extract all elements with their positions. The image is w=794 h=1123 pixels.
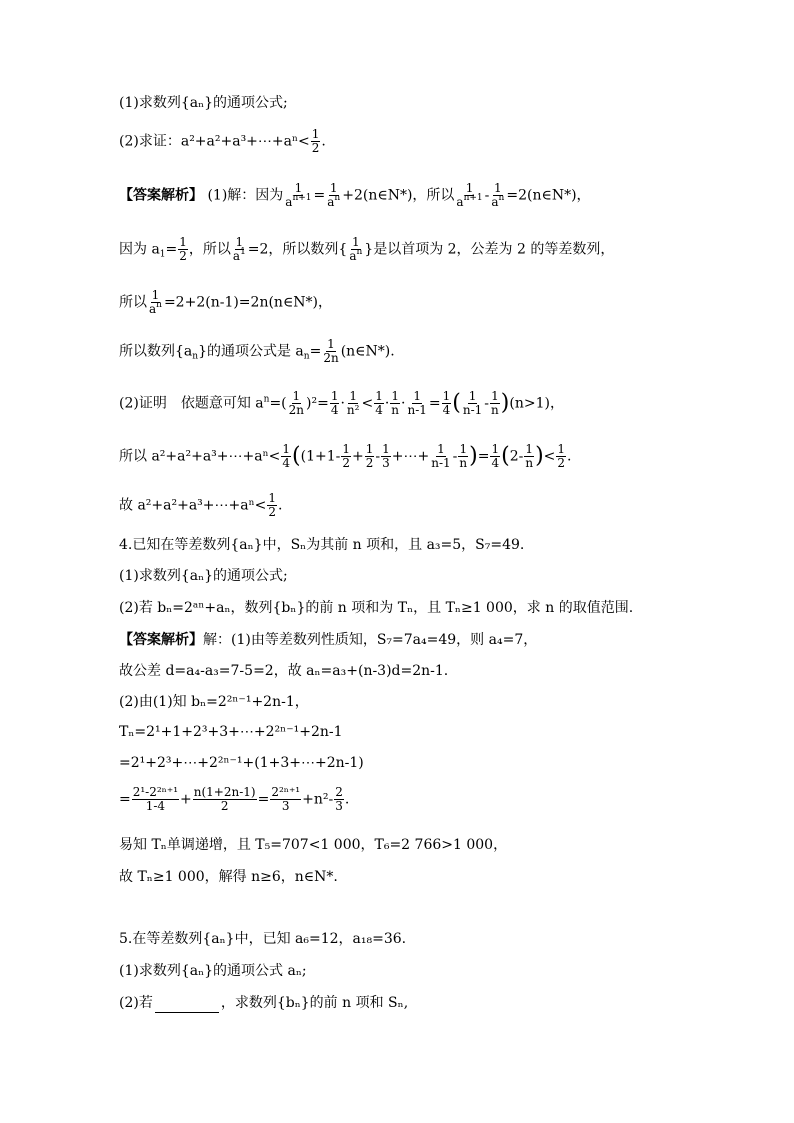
q3-sum-lhs: a²+a²+a³+⋯+aⁿ< — [180, 133, 310, 150]
q5-part2: (2)若 ，求数列{bₙ}的前 n 项和 Sₙ, — [119, 995, 409, 1011]
q3-solution-line3: 所以 $\frac{1}{a^n}$ =2+2(n-1)=2n(n∈N*)， — [119, 288, 333, 316]
q3-solution-line1: 【答案解析】 (1)解：因为 $\frac{1}{a^{n+1}}$ = $\frac{1}{a^n}$ +2(n∈N*)，所以 $\frac{1}{a^{n+1}}$ - $\frac{1}{a^n}$ =2(n∈N*)， — [119, 181, 591, 209]
q4-solution-line8: 故 Tₙ≥1 000，解得 n≥6，n∈N*. — [119, 869, 338, 885]
q4-solution-line4: Tₙ=2¹+1+2³+3+⋯+2²ⁿ⁻¹+2n-1 — [119, 724, 343, 740]
q3-solution-line4: 所以数列$\{a_n\}$的通项公式是 $a_n=$ $\frac{1}{2n}$ (n∈N*). — [119, 337, 395, 365]
q4-solution-line1: 【答案解析】解：(1)由等差数列性质知，S₇=7a₄=49，则 a₄=7， — [119, 632, 538, 648]
fraction: $\frac{1}{2}$ — [311, 127, 320, 155]
fill-blank — [155, 998, 219, 1013]
q5-title: 5.在等差数列{aₙ}中，已知 a₆=12，a₁₈=36. — [119, 931, 407, 947]
q4-solution-line2: 故公差 d=a₄-a₃=7-5=2，故 aₙ=a₃+(n-3)d=2n-1. — [119, 663, 449, 679]
q3-proof-line: (2)证明 依题意可知 $a^n=$( $\frac{1}{2n}$ )²= $\frac{1}{4}$ · $\frac{1}{\text{n²}}$ < $\frac{1}{4}$ · $\frac{1}{n}$ · $\frac{1}{n-1}$ = $\frac{1}{4}$ ( $\frac{1}{n-1}$ - $\frac{1}{n}$ )(n>1)， — [119, 389, 564, 417]
q5-part1: (1)求数列{aₙ}的通项公式 aₙ; — [119, 963, 307, 979]
q4-solution-line5: =2¹+2³+⋯+2²ⁿ⁻¹+(1+3+⋯+2n-1) — [119, 755, 364, 771]
q4-solution-line3: (2)由(1)知 bₙ=2²ⁿ⁻¹+2n-1， — [119, 694, 309, 710]
q3-solution-line2: 因为 $a_1=$ $\frac{1}{2}$ ，所以 $\frac{1}{a^1}$ =2，所以数列{ $\frac{1}{a^n}$ }是以首项为 2，公差为 2 的等差数列， — [119, 235, 615, 263]
q4-title: 4.已知在等差数列{aₙ}中，Sₙ为其前 n 项和，且 a₃=5，S₇=49. — [119, 537, 525, 553]
answer-label: 【答案解析】 — [119, 632, 203, 648]
q4-solution-line7: 易知 Tₙ单调递增，且 T₅=707<1 000，T₆=2 766>1 000， — [119, 837, 508, 853]
q4-solution-line6: = $\frac{\text{2¹-2²ⁿ⁺¹}}{1-4}$ + $\frac{n(1+2n-1)}{2}$ = $\frac{\text{2²ⁿ⁺¹}}{3}$ +n²- $\frac{2}{3}$ . — [119, 785, 350, 813]
q3-part2-prefix: (2)求证： — [119, 133, 181, 150]
answer-label: 【答案解析】 — [119, 187, 203, 204]
q4-part2: (2)若 bₙ=2ᵃⁿ+aₙ，数列{bₙ}的前 n 项和为 Tₙ，且 Tₙ≥1 000，求 n 的取值范围. — [119, 600, 634, 616]
q3-conclusion: 故 a²+a²+a³+⋯+aⁿ< $\frac{1}{2}$ . — [119, 491, 283, 519]
q4-part1: (1)求数列{aₙ}的通项公式; — [119, 568, 288, 584]
q3-part2: (2)求证：a²+a²+a³+⋯+aⁿ< $\frac{1}{2}$ . — [119, 127, 326, 155]
q3-sum-line: 所以 a²+a²+a³+⋯+aⁿ< $\frac{1}{4}$ ((1+1- $\frac{1}{2}$ + $\frac{1}{2}$ - $\frac{1}{3}$ +⋯+ $\frac{1}{n-1}$ - $\frac{1}{n}$ )= $\frac{1}{4}$ (2- $\frac{1}{n}$ )< $\frac{1}{2}$ . — [119, 442, 572, 470]
q3-part1: (1)求数列{aₙ}的通项公式; — [119, 95, 288, 111]
